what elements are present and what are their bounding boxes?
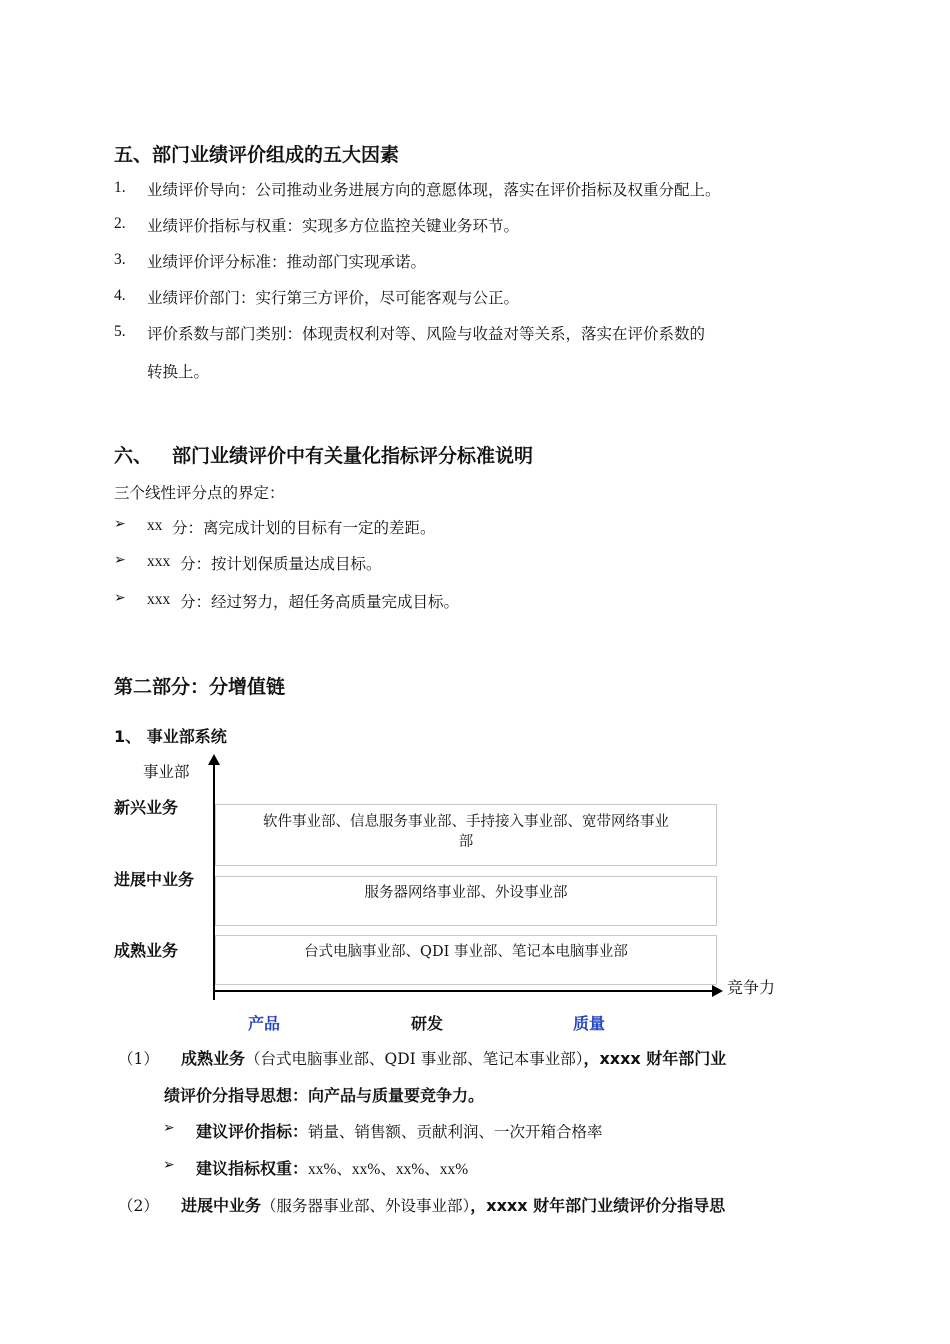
para1-bullet-text: 销量、销售额、贡献利润、一次开箱合格率 <box>308 1123 603 1141</box>
division-box-developing <box>215 876 717 926</box>
bullet-prefix: xxx <box>147 553 171 570</box>
bullet-arrow-icon: ➢ <box>163 1120 175 1136</box>
bullet-text: 分：按计划保质量达成目标。 <box>180 555 382 573</box>
para1-bullet <box>196 1119 603 1142</box>
para1-number: （1） <box>118 1050 159 1068</box>
x-category-rnd: 研发 <box>411 1014 444 1033</box>
bullet-arrow-icon: ➢ <box>163 1157 175 1173</box>
section6-heading: 部门业绩评价中有关量化指标评分标准说明 <box>172 445 534 467</box>
list-item-number: 3. <box>114 251 126 268</box>
x-axis-line <box>213 990 713 992</box>
list-item-text: 业绩评价部门：实行第三方评价，尽可能客观与公正。 <box>147 289 520 307</box>
para2-number: （2） <box>118 1197 159 1215</box>
list-item-text-continuation: 转换上。 <box>147 363 210 381</box>
bullet-prefix: xxx <box>147 591 171 608</box>
section6-heading-number: 六、 <box>114 445 153 467</box>
para1-bullet-label: 建议指标权重： <box>196 1159 309 1178</box>
part2-heading: 第二部分：分增值链 <box>114 676 286 698</box>
bullet-arrow-icon: ➢ <box>114 590 126 606</box>
bullet-arrow-icon: ➢ <box>114 552 126 568</box>
division-box-text: 服务器网络事业部、外设事业部 <box>364 885 568 901</box>
row-label-mature: 成熟业务 <box>114 941 179 960</box>
para1-line2: 绩评价分指导思想：向产品与质量要竞争力。 <box>164 1086 485 1105</box>
para1-bullet-label: 建议评价指标： <box>196 1122 309 1141</box>
bullet-text: 分：离完成计划的目标有一定的差距。 <box>172 519 436 537</box>
division-box-text: 软件事业部、信息服务事业部、手持接入事业部、宽带网络事业 <box>263 814 669 830</box>
list-item-number: 1. <box>114 179 126 196</box>
bullet-text: 分：经过努力，超任务高质量完成目标。 <box>180 593 460 611</box>
division-box-text: 台式电脑事业部、QDI 事业部、笔记本电脑事业部 <box>304 944 628 960</box>
list-item-number: 5. <box>114 323 126 340</box>
y-axis-label: 事业部 <box>143 763 190 781</box>
x-category-product: 产品 <box>248 1014 281 1033</box>
para1-bullet-text: xx%、xx%、xx%、xx% <box>308 1161 469 1178</box>
x-axis-label: 竞争力 <box>727 978 776 997</box>
x-axis-arrowhead <box>712 985 723 997</box>
para1-bold-a: 成熟业务 <box>181 1049 246 1068</box>
list-item-number: 4. <box>114 287 126 304</box>
para2-bold-a: 进展中业务 <box>181 1196 262 1215</box>
division-box-mature <box>215 935 717 985</box>
list-item-text: 评价系数与部门类别：体现责权利对等、风险与收益对等关系，落实在评价系数的 <box>147 325 706 343</box>
para1-line1 <box>181 1046 726 1069</box>
section6-intro: 三个线性评分点的界定： <box>114 484 285 502</box>
row-label-emerging: 新兴业务 <box>114 798 179 817</box>
para1-bold-b: ，xxxx 财年部门业 <box>583 1049 727 1068</box>
para2-normal: （服务器事业部、外设事业部） <box>261 1197 471 1215</box>
part2-sub-heading: 1、 事业部系统 <box>114 727 227 746</box>
list-item-text: 业绩评价指标与权重：实现多方位监控关键业务环节。 <box>147 217 520 235</box>
para1-normal: （台式电脑事业部、QDI 事业部、笔记本事业部） <box>245 1050 584 1068</box>
section5-heading: 五、部门业绩评价组成的五大因素 <box>114 144 400 166</box>
list-item-number: 2. <box>114 215 126 232</box>
division-box-text-continuation: 部 <box>458 834 474 850</box>
x-category-quality: 质量 <box>573 1014 606 1033</box>
para1-bullet <box>196 1156 468 1179</box>
para2-line1 <box>181 1193 725 1216</box>
list-item-text: 业绩评价评分标准：推动部门实现承诺。 <box>147 253 427 271</box>
row-label-developing: 进展中业务 <box>114 870 195 889</box>
para2-bold-b: ，xxxx 财年部门业绩评价分指导思 <box>470 1196 726 1215</box>
bullet-prefix: xx <box>147 517 163 534</box>
bullet-arrow-icon: ➢ <box>114 516 126 532</box>
division-box-emerging <box>215 804 717 866</box>
list-item-text: 业绩评价导向：公司推动业务进展方向的意愿体现，落实在评价指标及权重分配上。 <box>147 181 721 199</box>
